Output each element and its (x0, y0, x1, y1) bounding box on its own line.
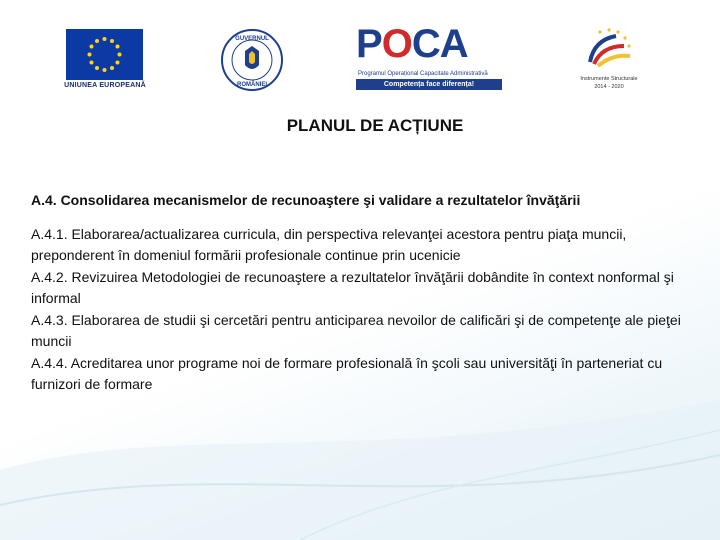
poca-subtitle: Programul Operațional Capacitate Administrativă (358, 71, 488, 77)
action-list (31, 224, 681, 396)
seal-text-bottom: ROMÂNIEI (237, 82, 267, 88)
seal-text-top: GUVERNUL (235, 36, 269, 42)
page-title (0, 116, 720, 136)
eu-flag-logo (66, 29, 143, 80)
structural-instruments-logo (572, 24, 646, 92)
stars-swirl-icon (572, 24, 646, 76)
esf-caption-years: 2014 - 2020 (594, 84, 624, 90)
eu-caption: UNIUNEA EUROPEANĂ (64, 82, 146, 89)
section-heading: A.4. Consolidarea mecanismelor de recunoaştere şi validare a rezultatelor învăţării (31, 192, 581, 208)
action-item: A.4.4. Acreditarea unor programe noi de formare profesională în şcoli sau universităţi în parteneriat cu furnizori de formare (31, 354, 663, 392)
esf-caption-name: Instrumente Structurale (580, 76, 638, 82)
action-item: A.4.3. Elaborarea de studii şi cercetări pentru anticiparea nevoilor de calificări şi de competenţe ale pieţei muncii (31, 311, 681, 349)
government-seal-logo (221, 29, 283, 91)
page-title-text: PLANUL DE ACȚIUNE (286, 116, 464, 135)
content-body (31, 190, 681, 396)
poca-slogan: Competența face diferența! (356, 79, 502, 90)
action-item: A.4.1. Elaborarea/actualizarea curricula, din perspectiva relevanţei acestora pentru piaţa muncii, preponderent în domeniul formării profesionale continue prin ucenicie (31, 225, 627, 263)
eu-stars-icon (66, 29, 143, 80)
poca-logo (356, 22, 502, 92)
action-item: A.4.2. Revizuirea Metodologiei de recunoaştere a rezultatelor învăţării dobândite în context nonformal şi informal (31, 268, 674, 306)
poca-wordmark: POCA (356, 22, 468, 66)
